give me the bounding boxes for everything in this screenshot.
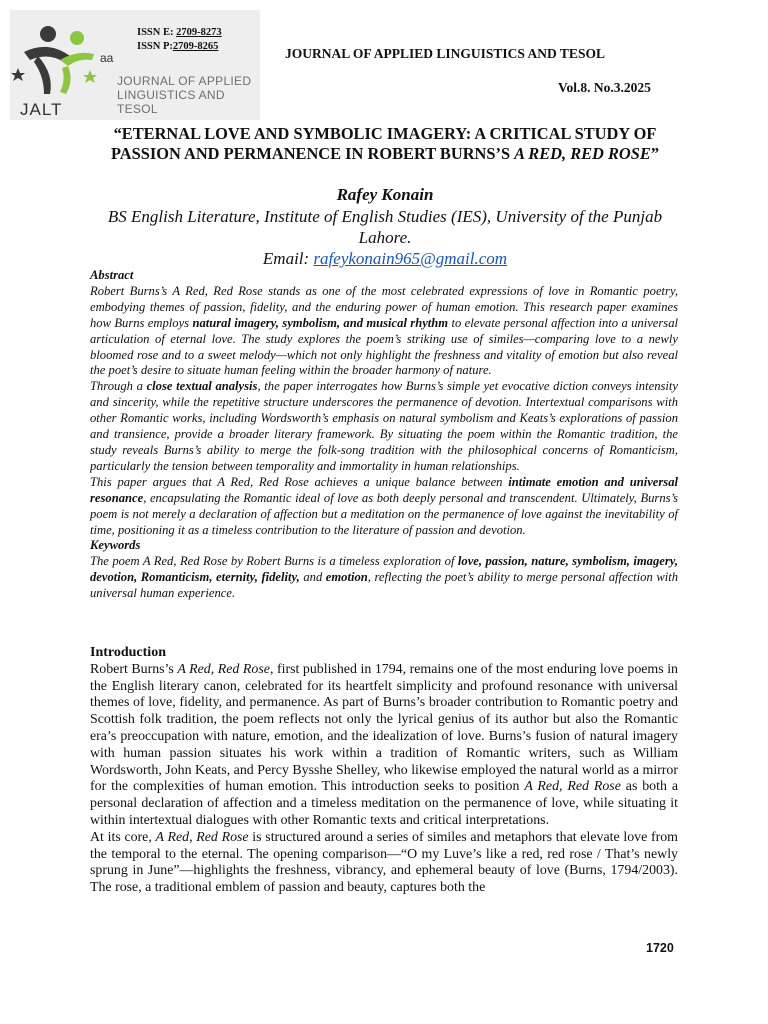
- abstract-paragraph-1: Robert Burns’s A Red, Red Rose stands as one of the most celebrated expressions of love in Romantic poetry, embodying themes of passion, fidelity, and the enduring power of human emotion. This research paper examines how Burns employs natural imagery, symbolism, and musical rhythm to elevate personal affection into a universal articulation of eternal love. The study explores the poem’s striking use of similes—comparing love to a newly bloomed rose and to a sweet melody—which not only highlight the freshness and vitality of emotion but also reveal the poet’s desire to situate human feeling within the broader harmony of nature.: [90, 283, 678, 378]
- issn-electronic: ISSN E: 2709-8273: [137, 27, 222, 38]
- logo-abbreviation: JALT: [20, 100, 63, 119]
- journal-name: JOURNAL OF APPLIED LINGUISTICS AND TESOL: [285, 46, 605, 61]
- abstract-section: [90, 268, 678, 602]
- abstract-heading: Abstract: [90, 268, 134, 282]
- journal-logo: [10, 10, 260, 120]
- abstract-paragraph-3: This paper argues that A Red, Red Rose achieves a unique balance between intimate emotion and universal resonance, encapsulating the Romantic ideal of love as both deeply personal and transcendent. Ultimately, Burns’s poem is not merely a declaration of affection but a meditation on the permanence of love against the inevitability of time, positioning it as a timeless contribution to the literature of passion and devotion.: [90, 474, 678, 537]
- author-block: [80, 184, 690, 269]
- logo-journal-name: JOURNAL OF APPLIED LINGUISTICS AND TESOL: [117, 74, 252, 116]
- email-link[interactable]: rafeykonain965@gmail.com: [313, 249, 508, 268]
- paper-title: “ETERNAL LOVE AND SYMBOLIC IMAGERY: A CRITICAL STUDY OF PASSION AND PERMANENCE IN ROBERT BURNS’S A RED, RED ROSE”: [110, 124, 660, 163]
- keywords-paragraph: The poem A Red, Red Rose by Robert Burns is a timeless exploration of love, passion, nature, symbolism, imagery, devotion, Romanticism, eternity, fidelity, and emotion, reflecting the poet’s ability to merge personal affection with universal human experience.: [90, 554, 679, 601]
- author-name: Rafey Konain: [336, 185, 434, 204]
- abstract-paragraph-2: Through a close textual analysis, the paper interrogates how Burns’s simple yet evocative diction conveys intensity and sincerity, while the repetitive structure underscores the permanence of devotion. Intertextual comparisons with other Romantic works, including Wordsworth’s emphasis on natural symbolism and Keats’s explorations of passion and transience, provide a broader literary framework. By situating the poem within the Romantic tradition, the study reveals Burns’s ability to merge the folk-song tradition with the philosophical concerns of Romanticism, particularly the tension between temporality and immortality in human relationships.: [90, 379, 678, 473]
- volume-issue: Vol.8. No.3.2025: [558, 80, 651, 95]
- introduction-paragraph-1: Robert Burns’s A Red, Red Rose, first published in 1794, remains one of the most enduring love poems in the English literary canon, celebrated for its heartfelt simplicity and profound resonance with universal themes of love, fidelity, and permanence. As part of Burns’s broader contribution to Romantic poetry and Scottish folk tradition, the poem reflects not only the lyrical genius of its author but also the Romantic era’s preoccupation with nature, emotion, and the idealization of love. Burns’s fusion of natural imagery with human passion situates his work within a tradition of Romantic writers, such as William Wordsworth, John Keats, and Percy Bysshe Shelley, who likewise employed the natural world as a mirror for the complexities of human emotion. This introduction seeks to position A Red, Red Rose as both a personal declaration of affection and a timeless meditation on the permanence of love, while situating it within intertextual dialogues with other Romantic texts and critical interpretations.: [90, 661, 679, 828]
- author-email: Email: rafeykonain965@gmail.com: [262, 249, 508, 268]
- issn-print: ISSN P:2709-8265: [137, 41, 219, 52]
- logo-aa: aa: [100, 51, 114, 65]
- introduction-section: [90, 645, 678, 897]
- introduction-heading: Introduction: [90, 645, 166, 660]
- page-number: 1720: [646, 941, 674, 955]
- introduction-paragraph-2: At its core, A Red, Red Rose is structured around a series of similes and metaphors that elevate love from the temporal to the eternal. The opening comparison—“O my Luve’s like a red, red rose / That’s newly sprung in June”—highlights the freshness, vibrancy, and ephemeral beauty of love (Burns, 1794/2003). The rose, a traditional emblem of passion and beauty, captures both the: [90, 829, 678, 896]
- author-affiliation: BS English Literature, Institute of English Studies (IES), University of the Punjab Lahore.: [107, 207, 663, 247]
- keywords-heading: Keywords: [90, 538, 141, 553]
